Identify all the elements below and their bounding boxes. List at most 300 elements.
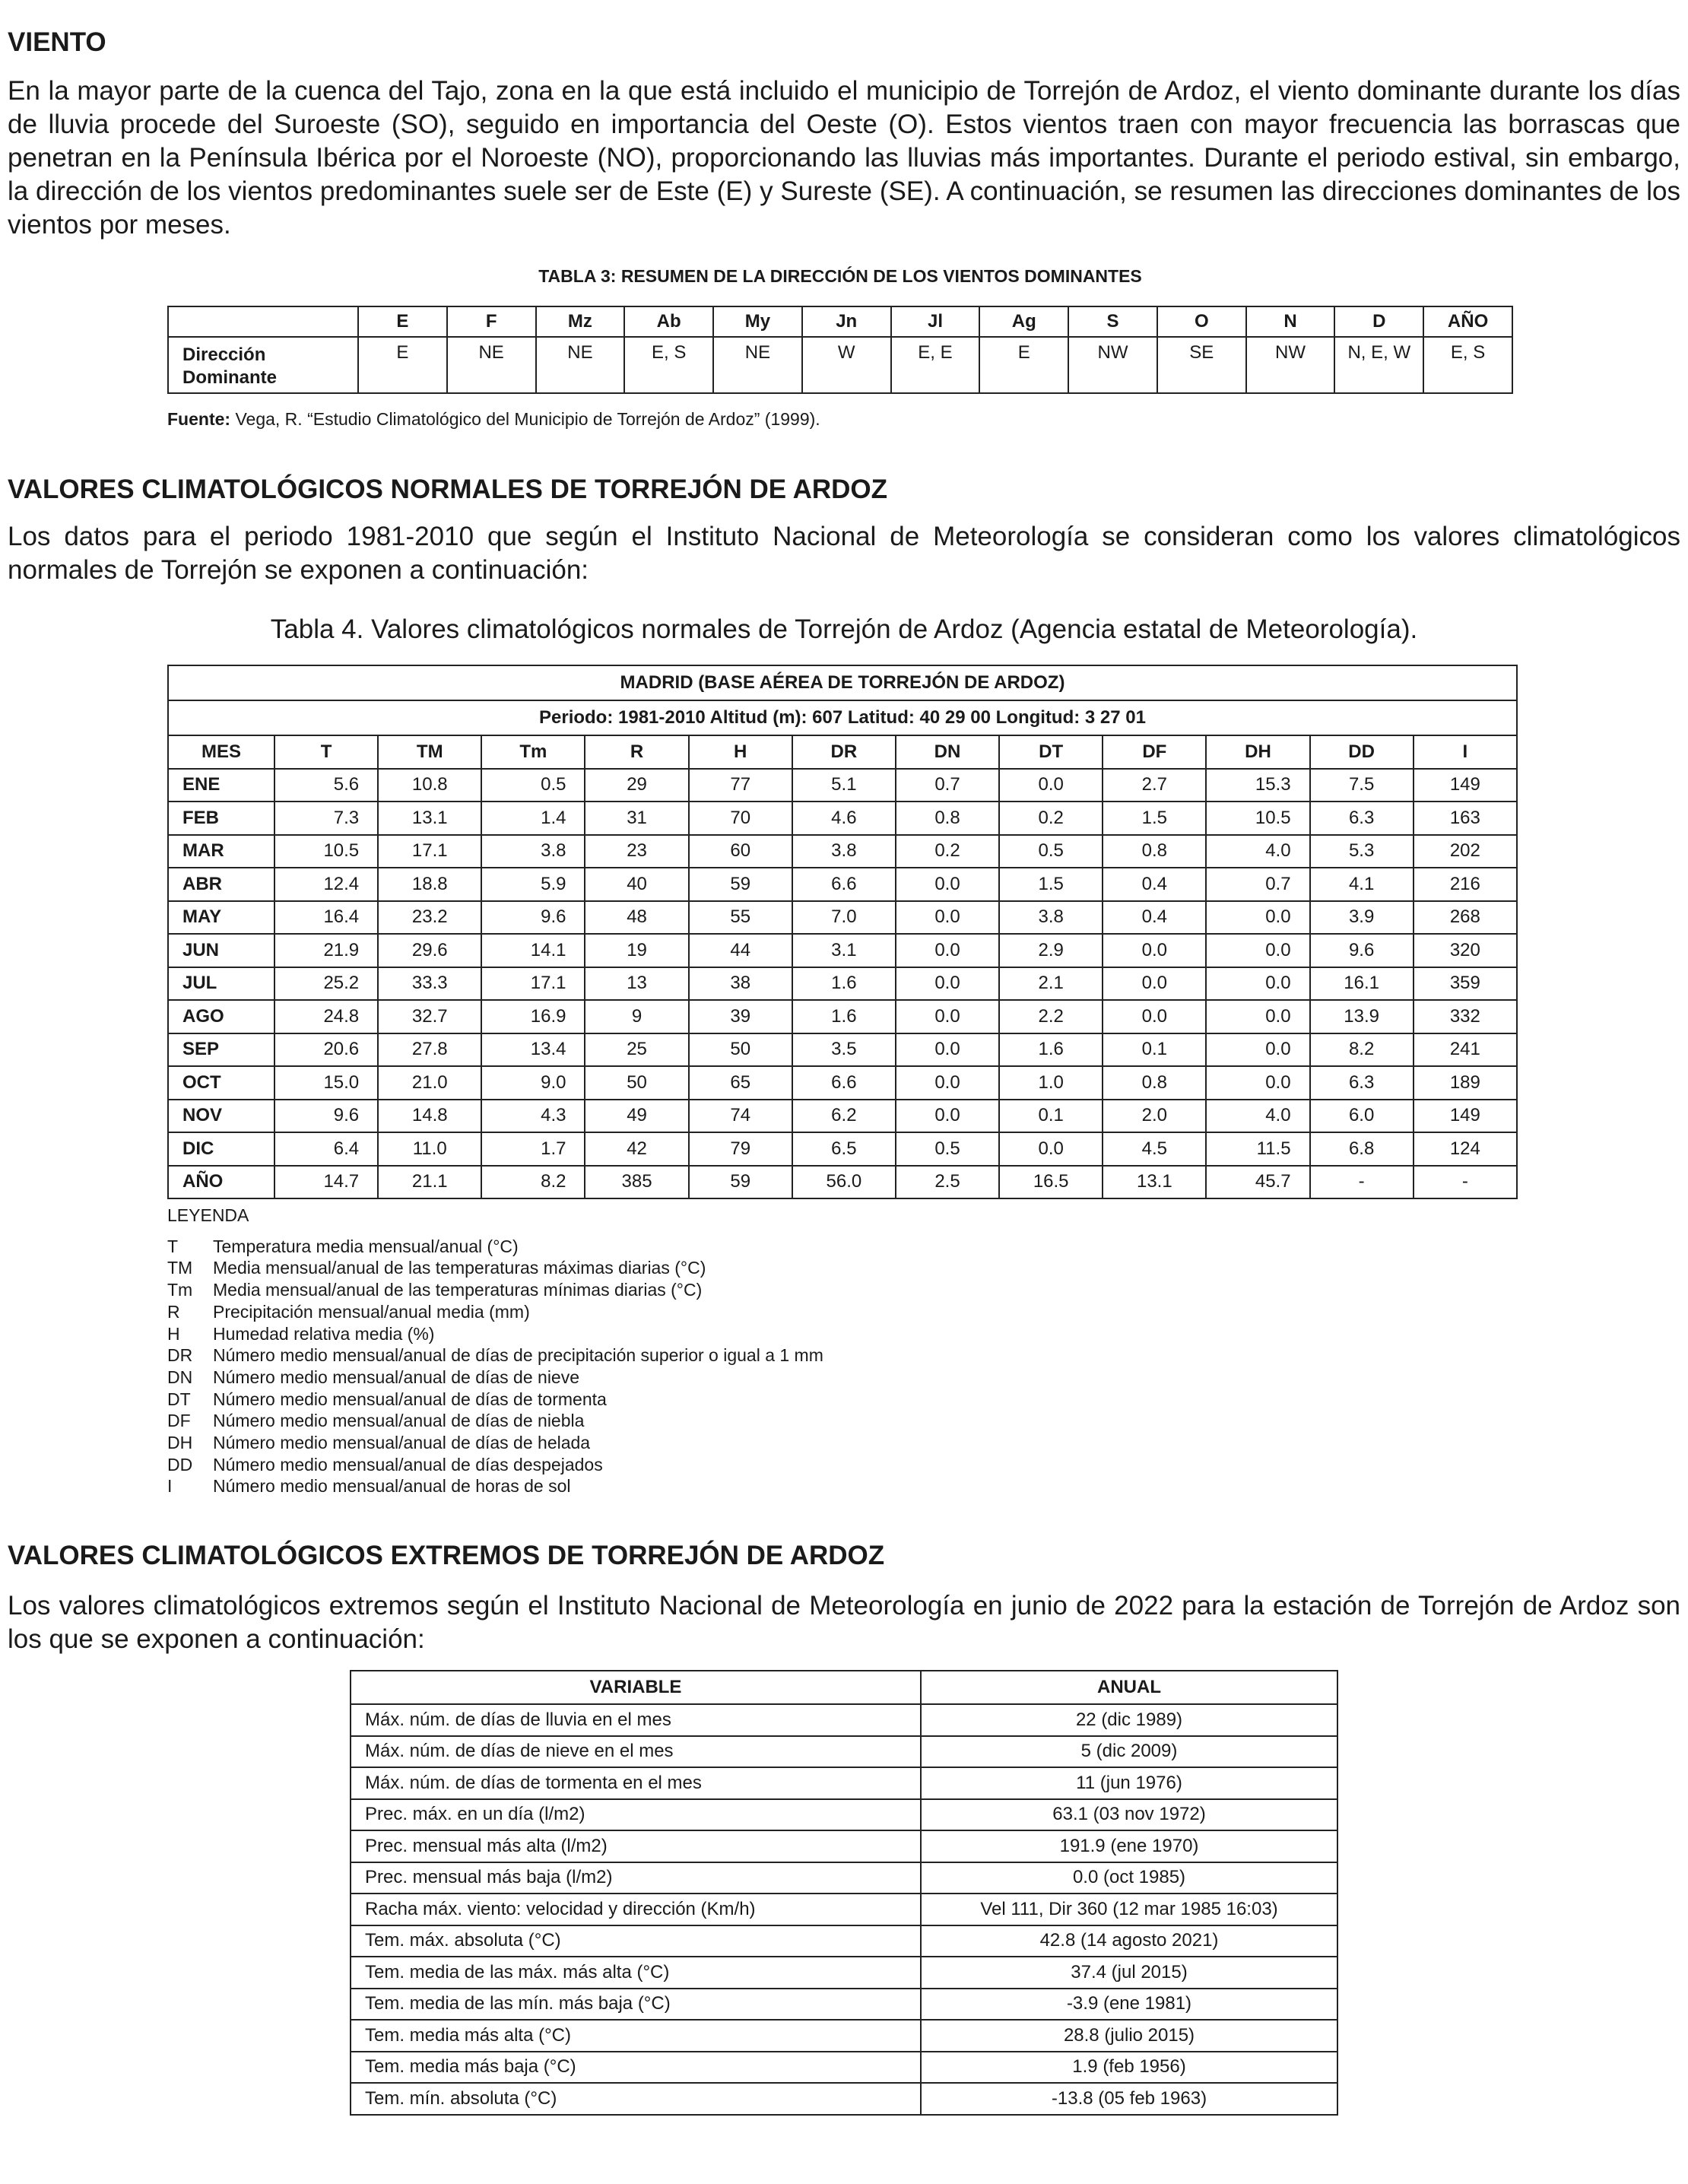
value-cell: 2.0 xyxy=(1103,1100,1206,1133)
table-row xyxy=(351,1799,1337,1831)
annual-value-cell: 42.8 (14 agosto 2021) xyxy=(921,1925,1337,1957)
variable-cell: Tem. media más alta (°C) xyxy=(351,2020,921,2052)
value-cell: 70 xyxy=(689,802,792,835)
value-cell: 55 xyxy=(689,901,792,935)
value-cell: 16.4 xyxy=(274,901,378,935)
legend-key: DT xyxy=(167,1389,191,1409)
annual-value-cell: 28.8 (julio 2015) xyxy=(921,2020,1337,2052)
value-cell: 19 xyxy=(585,934,688,967)
wind-direction-cell: E xyxy=(979,337,1068,393)
value-cell: 3.1 xyxy=(792,934,896,967)
value-cell: 0.0 xyxy=(896,967,999,1001)
month-cell: SEP xyxy=(168,1033,274,1067)
value-cell: 1.4 xyxy=(481,802,585,835)
legend-item xyxy=(167,1301,823,1323)
annual-value-cell: 37.4 (jul 2015) xyxy=(921,1957,1337,1989)
table-4-caption: Tabla 4. Valores climatológicos normales de Torrejón de Ardoz (Agencia estatal de Meteorología). xyxy=(270,614,1418,644)
column-header: TM xyxy=(378,735,481,769)
month-cell: DIC xyxy=(168,1132,274,1166)
table-row xyxy=(168,1033,1517,1067)
table-row xyxy=(168,1000,1517,1033)
value-cell: 13.9 xyxy=(1310,1000,1414,1033)
annual-value-cell: -13.8 (05 feb 1963) xyxy=(921,2083,1337,2115)
variable-cell: Máx. núm. de días de nieve en el mes xyxy=(351,1736,921,1768)
month-header: Ag xyxy=(979,306,1068,337)
value-cell: 149 xyxy=(1414,769,1517,802)
legend-item xyxy=(167,1257,823,1279)
month-cell: MAR xyxy=(168,835,274,868)
wind-direction-cell: SE xyxy=(1157,337,1246,393)
legend-description: Número medio mensual/anual de días despejados xyxy=(213,1454,603,1475)
value-cell: 45.7 xyxy=(1206,1166,1309,1199)
value-cell: 59 xyxy=(689,868,792,901)
value-cell: 0.0 xyxy=(896,934,999,967)
value-cell: 189 xyxy=(1414,1066,1517,1100)
value-cell: 0.0 xyxy=(896,1100,999,1133)
variable-cell: Prec. mensual más baja (l/m2) xyxy=(351,1862,921,1894)
value-cell: 9.6 xyxy=(481,901,585,935)
wind-direction-cell: NE xyxy=(536,337,625,393)
value-cell: 13.4 xyxy=(481,1033,585,1067)
legend-key: DN xyxy=(167,1367,193,1387)
value-cell: 241 xyxy=(1414,1033,1517,1067)
wind-direction-table xyxy=(167,306,1513,394)
value-cell: 149 xyxy=(1414,1100,1517,1133)
value-cell: 10.5 xyxy=(1206,802,1309,835)
month-header: Jn xyxy=(802,306,891,337)
value-cell: 1.6 xyxy=(792,1000,896,1033)
legend-description: Precipitación mensual/anual media (mm) xyxy=(213,1301,530,1322)
value-cell: 59 xyxy=(689,1166,792,1199)
column-header: DH xyxy=(1206,735,1309,769)
column-header: MES xyxy=(168,735,274,769)
table-3-source xyxy=(167,409,820,430)
column-header: I xyxy=(1414,735,1517,769)
annual-value-cell: 63.1 (03 nov 1972) xyxy=(921,1799,1337,1831)
variable-cell: Tem. media más baja (°C) xyxy=(351,2052,921,2084)
value-cell: 3.8 xyxy=(999,901,1103,935)
month-cell: JUL xyxy=(168,967,274,1001)
value-cell: 0.2 xyxy=(999,802,1103,835)
value-cell: 6.3 xyxy=(1310,802,1414,835)
legend-description: Humedad relativa media (%) xyxy=(213,1323,435,1344)
value-cell: 9.0 xyxy=(481,1066,585,1100)
value-cell: 14.1 xyxy=(481,934,585,967)
value-cell: - xyxy=(1414,1166,1517,1199)
value-cell: 4.5 xyxy=(1103,1132,1206,1166)
legend-item xyxy=(167,1344,823,1367)
table-row xyxy=(168,835,1517,868)
value-cell: 0.5 xyxy=(481,769,585,802)
value-cell: 4.3 xyxy=(481,1100,585,1133)
column-header: DT xyxy=(999,735,1103,769)
value-cell: 50 xyxy=(689,1033,792,1067)
value-cell: 9 xyxy=(585,1000,688,1033)
value-cell: 268 xyxy=(1414,901,1517,935)
value-cell: 0.0 xyxy=(1206,1033,1309,1067)
value-cell: 0.8 xyxy=(896,802,999,835)
annual-value-cell: Vel 111, Dir 360 (12 mar 1985 16:03) xyxy=(921,1894,1337,1925)
value-cell: 0.1 xyxy=(999,1100,1103,1133)
annual-value-cell: -3.9 (ene 1981) xyxy=(921,1989,1337,2021)
value-cell: 124 xyxy=(1414,1132,1517,1166)
value-cell: 0.2 xyxy=(896,835,999,868)
value-cell: 48 xyxy=(585,901,688,935)
table-row xyxy=(351,1925,1337,1957)
month-header: N xyxy=(1246,306,1335,337)
value-cell: 216 xyxy=(1414,868,1517,901)
value-cell: 6.5 xyxy=(792,1132,896,1166)
table-row xyxy=(168,1066,1517,1100)
climate-extremes-body xyxy=(351,1704,1337,2115)
month-header: E xyxy=(358,306,447,337)
value-cell: 0.0 xyxy=(1103,967,1206,1001)
month-cell: MAY xyxy=(168,901,274,935)
legend-key: I xyxy=(167,1476,173,1497)
value-cell: 49 xyxy=(585,1100,688,1133)
value-cell: 202 xyxy=(1414,835,1517,868)
value-cell: 6.3 xyxy=(1310,1066,1414,1100)
month-header: S xyxy=(1068,306,1157,337)
value-cell: 0.0 xyxy=(896,901,999,935)
value-cell: 6.0 xyxy=(1310,1100,1414,1133)
value-cell: 60 xyxy=(689,835,792,868)
value-cell: 11.5 xyxy=(1206,1132,1309,1166)
value-cell: 3.9 xyxy=(1310,901,1414,935)
station-meta-row xyxy=(168,700,1517,735)
annual-value-cell: 5 (dic 2009) xyxy=(921,1736,1337,1768)
paragraph-normales: Los datos para el periodo 1981-2010 que según el Instituto Nacional de Meteorología se consideran como los valores climatológicos normales de Torrejón se exponen a continuación: xyxy=(8,522,1680,585)
value-cell: 29.6 xyxy=(378,934,481,967)
table-row xyxy=(351,2052,1337,2084)
table-row xyxy=(168,934,1517,967)
value-cell: 0.7 xyxy=(896,769,999,802)
station-metadata: Periodo: 1981-2010 Altitud (m): 607 Latitud: 40 29 00 Longitud: 3 27 01 xyxy=(168,700,1517,735)
value-cell: 0.0 xyxy=(1206,934,1309,967)
table-row xyxy=(351,1862,1337,1894)
legend-description: Media mensual/anual de las temperaturas mínimas diarias (°C) xyxy=(213,1280,703,1300)
table-row xyxy=(351,1736,1337,1768)
wind-direction-cell: E, S xyxy=(1423,337,1512,393)
value-cell: 2.7 xyxy=(1103,769,1206,802)
legend-description: Media mensual/anual de las temperaturas máximas diarias (°C) xyxy=(213,1258,706,1278)
value-cell: 0.8 xyxy=(1103,835,1206,868)
section-heading-extremos: VALORES CLIMATOLÓGICOS EXTREMOS DE TORREJÓN DE ARDOZ xyxy=(8,1541,885,1570)
annual-value-cell: 1.9 (feb 1956) xyxy=(921,2052,1337,2084)
month-header: F xyxy=(447,306,536,337)
row-label-line-1: Dirección xyxy=(182,344,266,365)
value-cell: 8.2 xyxy=(1310,1033,1414,1067)
value-cell: 0.0 xyxy=(999,769,1103,802)
value-cell: 0.0 xyxy=(1103,1000,1206,1033)
month-header: D xyxy=(1334,306,1423,337)
value-cell: 6.6 xyxy=(792,1066,896,1100)
legend-item xyxy=(167,1389,823,1411)
value-cell: 9.6 xyxy=(274,1100,378,1133)
wind-direction-cell: NW xyxy=(1246,337,1335,393)
month-header: AÑO xyxy=(1423,306,1512,337)
value-cell: 33.3 xyxy=(378,967,481,1001)
value-cell: 9.6 xyxy=(1310,934,1414,967)
value-cell: 74 xyxy=(689,1100,792,1133)
legend-description: Temperatura media mensual/anual (°C) xyxy=(213,1236,519,1256)
station-band-row xyxy=(168,665,1517,700)
value-cell: 4.6 xyxy=(792,802,896,835)
legend-key: DR xyxy=(167,1345,193,1366)
table-row xyxy=(351,1830,1337,1862)
wind-direction-cell: E xyxy=(358,337,447,393)
wind-direction-cell: NE xyxy=(447,337,536,393)
value-cell: 163 xyxy=(1414,802,1517,835)
variable-cell: Tem. media de las mín. más baja (°C) xyxy=(351,1989,921,2021)
value-cell: 1.0 xyxy=(999,1066,1103,1100)
legend-key: Tm xyxy=(167,1280,193,1300)
value-cell: 21.0 xyxy=(378,1066,481,1100)
value-cell: 65 xyxy=(689,1066,792,1100)
wind-direction-cell: E, E xyxy=(891,337,980,393)
value-cell: 0.4 xyxy=(1103,901,1206,935)
annual-value-cell: 11 (jun 1976) xyxy=(921,1767,1337,1799)
value-cell: 16.9 xyxy=(481,1000,585,1033)
section-heading-normales: VALORES CLIMATOLÓGICOS NORMALES DE TORREJÓN DE ARDOZ xyxy=(8,475,887,504)
table-row xyxy=(168,802,1517,835)
value-cell: 1.7 xyxy=(481,1132,585,1166)
month-cell: JUN xyxy=(168,934,274,967)
table-row xyxy=(351,2020,1337,2052)
wind-direction-cell: N, E, W xyxy=(1334,337,1423,393)
value-cell: 20.6 xyxy=(274,1033,378,1067)
column-header: R xyxy=(585,735,688,769)
value-cell: 4.0 xyxy=(1206,835,1309,868)
column-header: T xyxy=(274,735,378,769)
value-cell: 39 xyxy=(689,1000,792,1033)
value-cell: 5.6 xyxy=(274,769,378,802)
value-cell: 13.1 xyxy=(378,802,481,835)
row-label xyxy=(168,337,358,393)
value-cell: 1.5 xyxy=(1103,802,1206,835)
legend-description: Número medio mensual/anual de días de precipitación superior o igual a 1 mm xyxy=(213,1345,823,1366)
annual-value-cell: 22 (dic 1989) xyxy=(921,1704,1337,1736)
legend-key: TM xyxy=(167,1258,193,1278)
legend-item xyxy=(167,1236,823,1258)
column-header: H xyxy=(689,735,792,769)
value-cell: 2.2 xyxy=(999,1000,1103,1033)
table-header-row xyxy=(168,306,1512,337)
column-header: Tm xyxy=(481,735,585,769)
value-cell: 24.8 xyxy=(274,1000,378,1033)
value-cell: 0.0 xyxy=(1206,1066,1309,1100)
variable-header: VARIABLE xyxy=(351,1671,921,1704)
legend-list xyxy=(167,1236,823,1497)
value-cell: 14.8 xyxy=(378,1100,481,1133)
value-cell: 27.8 xyxy=(378,1033,481,1067)
value-cell: 0.5 xyxy=(896,1132,999,1166)
wind-direction-cell: W xyxy=(802,337,891,393)
value-cell: 11.0 xyxy=(378,1132,481,1166)
value-cell: 16.5 xyxy=(999,1166,1103,1199)
value-cell: 42 xyxy=(585,1132,688,1166)
table-header-row xyxy=(168,735,1517,769)
value-cell: 0.0 xyxy=(896,1000,999,1033)
value-cell: 2.9 xyxy=(999,934,1103,967)
value-cell: 50 xyxy=(585,1066,688,1100)
value-cell: 0.5 xyxy=(999,835,1103,868)
table-row xyxy=(351,1989,1337,2021)
value-cell: 6.2 xyxy=(792,1100,896,1133)
value-cell: 14.7 xyxy=(274,1166,378,1199)
section-heading-viento: VIENTO xyxy=(8,27,106,57)
month-cell: OCT xyxy=(168,1066,274,1100)
annual-value-cell: 191.9 (ene 1970) xyxy=(921,1830,1337,1862)
value-cell: 13.1 xyxy=(1103,1166,1206,1199)
value-cell: 23.2 xyxy=(378,901,481,935)
legend-item xyxy=(167,1279,823,1301)
value-cell: 18.8 xyxy=(378,868,481,901)
month-cell: ABR xyxy=(168,868,274,901)
legend-description: Número medio mensual/anual de horas de sol xyxy=(213,1476,571,1497)
month-header: Ab xyxy=(624,306,713,337)
value-cell: 3.8 xyxy=(792,835,896,868)
month-cell: AGO xyxy=(168,1000,274,1033)
value-cell: 0.0 xyxy=(1206,1000,1309,1033)
source-label: Fuente: xyxy=(167,409,231,429)
value-cell: 23 xyxy=(585,835,688,868)
value-cell: 29 xyxy=(585,769,688,802)
value-cell: 359 xyxy=(1414,967,1517,1001)
wind-direction-cell: NE xyxy=(713,337,802,393)
table-row xyxy=(168,769,1517,802)
value-cell: 332 xyxy=(1414,1000,1517,1033)
variable-cell: Tem. media de las máx. más alta (°C) xyxy=(351,1957,921,1989)
value-cell: 0.0 xyxy=(1103,934,1206,967)
month-header: Mz xyxy=(536,306,625,337)
value-cell: - xyxy=(1310,1166,1414,1199)
table-3-caption: TABLA 3: RESUMEN DE LA DIRECCIÓN DE LOS VIENTOS DOMINANTES xyxy=(538,266,1142,286)
variable-cell: Máx. núm. de días de lluvia en el mes xyxy=(351,1704,921,1736)
value-cell: 1.6 xyxy=(792,967,896,1001)
value-cell: 5.1 xyxy=(792,769,896,802)
value-cell: 13 xyxy=(585,967,688,1001)
month-header: Jl xyxy=(891,306,980,337)
value-cell: 7.3 xyxy=(274,802,378,835)
variable-cell: Prec. máx. en un día (l/m2) xyxy=(351,1799,921,1831)
value-cell: 17.1 xyxy=(378,835,481,868)
variable-cell: Tem. mín. absoluta (°C) xyxy=(351,2083,921,2115)
value-cell: 385 xyxy=(585,1166,688,1199)
column-header: DN xyxy=(896,735,999,769)
value-cell: 8.2 xyxy=(481,1166,585,1199)
value-cell: 17.1 xyxy=(481,967,585,1001)
source-text: Vega, R. “Estudio Climatológico del Municipio de Torrejón de Ardoz” (1999). xyxy=(230,409,820,429)
legend-title: LEYENDA xyxy=(167,1205,249,1225)
climate-extremes-table xyxy=(350,1670,1338,2116)
value-cell: 56.0 xyxy=(792,1166,896,1199)
legend-description: Número medio mensual/anual de días de niebla xyxy=(213,1411,585,1431)
table-row xyxy=(351,1704,1337,1736)
value-cell: 4.1 xyxy=(1310,868,1414,901)
variable-cell: Prec. mensual más alta (l/m2) xyxy=(351,1830,921,1862)
value-cell: 0.4 xyxy=(1103,868,1206,901)
value-cell: 0.0 xyxy=(896,868,999,901)
value-cell: 15.3 xyxy=(1206,769,1309,802)
column-header: DR xyxy=(792,735,896,769)
annual-header: ANUAL xyxy=(921,1671,1337,1704)
value-cell: 0.8 xyxy=(1103,1066,1206,1100)
value-cell: 15.0 xyxy=(274,1066,378,1100)
value-cell: 12.4 xyxy=(274,868,378,901)
legend-description: Número medio mensual/anual de días de tormenta xyxy=(213,1389,607,1409)
value-cell: 0.0 xyxy=(1206,901,1309,935)
value-cell: 0.7 xyxy=(1206,868,1309,901)
legend-item xyxy=(167,1367,823,1389)
value-cell: 79 xyxy=(689,1132,792,1166)
month-cell: NOV xyxy=(168,1100,274,1133)
table-row xyxy=(351,1894,1337,1925)
value-cell: 32.7 xyxy=(378,1000,481,1033)
value-cell: 6.8 xyxy=(1310,1132,1414,1166)
station-title: MADRID (BASE AÉREA DE TORREJÓN DE ARDOZ) xyxy=(168,665,1517,700)
legend-key: DF xyxy=(167,1411,191,1431)
legend-key: R xyxy=(167,1301,180,1322)
value-cell: 21.9 xyxy=(274,934,378,967)
variable-cell: Tem. máx. absoluta (°C) xyxy=(351,1925,921,1957)
table-row xyxy=(351,1767,1337,1799)
climate-normals-table xyxy=(167,665,1518,1199)
variable-cell: Máx. núm. de días de tormenta en el mes xyxy=(351,1767,921,1799)
wind-direction-cell: NW xyxy=(1068,337,1157,393)
value-cell: 5.3 xyxy=(1310,835,1414,868)
value-cell: 0.0 xyxy=(1206,967,1309,1001)
row-label-line-2: Dominante xyxy=(182,367,278,388)
value-cell: 1.6 xyxy=(999,1033,1103,1067)
value-cell: 2.5 xyxy=(896,1166,999,1199)
value-cell: 0.0 xyxy=(896,1033,999,1067)
value-cell: 1.5 xyxy=(999,868,1103,901)
legend-key: DH xyxy=(167,1433,193,1453)
value-cell: 10.5 xyxy=(274,835,378,868)
value-cell: 31 xyxy=(585,802,688,835)
value-cell: 2.1 xyxy=(999,967,1103,1001)
value-cell: 44 xyxy=(689,934,792,967)
column-header: DD xyxy=(1310,735,1414,769)
value-cell: 25 xyxy=(585,1033,688,1067)
value-cell: 10.8 xyxy=(378,769,481,802)
month-cell: FEB xyxy=(168,802,274,835)
value-cell: 0.0 xyxy=(999,1132,1103,1166)
table-header-row xyxy=(351,1671,1337,1704)
wind-direction-cell: E, S xyxy=(624,337,713,393)
table-row xyxy=(168,1166,1517,1199)
column-header: DF xyxy=(1103,735,1206,769)
value-cell: 4.0 xyxy=(1206,1100,1309,1133)
table-row xyxy=(351,1957,1337,1989)
table-row xyxy=(351,2083,1337,2115)
legend-key: DD xyxy=(167,1454,193,1475)
climate-normals-body xyxy=(168,769,1517,1199)
paragraph-extremos: Los valores climatológicos extremos según el Instituto Nacional de Meteorología en junio de 2022 para la estación de Torrejón de Ardoz son los que se exponen a continuación: xyxy=(8,1591,1680,1654)
variable-cell: Racha máx. viento: velocidad y dirección (Km/h) xyxy=(351,1894,921,1925)
legend-item xyxy=(167,1323,823,1345)
value-cell: 7.5 xyxy=(1310,769,1414,802)
value-cell: 40 xyxy=(585,868,688,901)
legend-key: T xyxy=(167,1236,179,1256)
legend-item xyxy=(167,1432,823,1454)
value-cell: 21.1 xyxy=(378,1166,481,1199)
value-cell: 7.0 xyxy=(792,901,896,935)
value-cell: 25.2 xyxy=(274,967,378,1001)
table-row xyxy=(168,337,1512,393)
legend-description: Número medio mensual/anual de días de nieve xyxy=(213,1367,580,1387)
